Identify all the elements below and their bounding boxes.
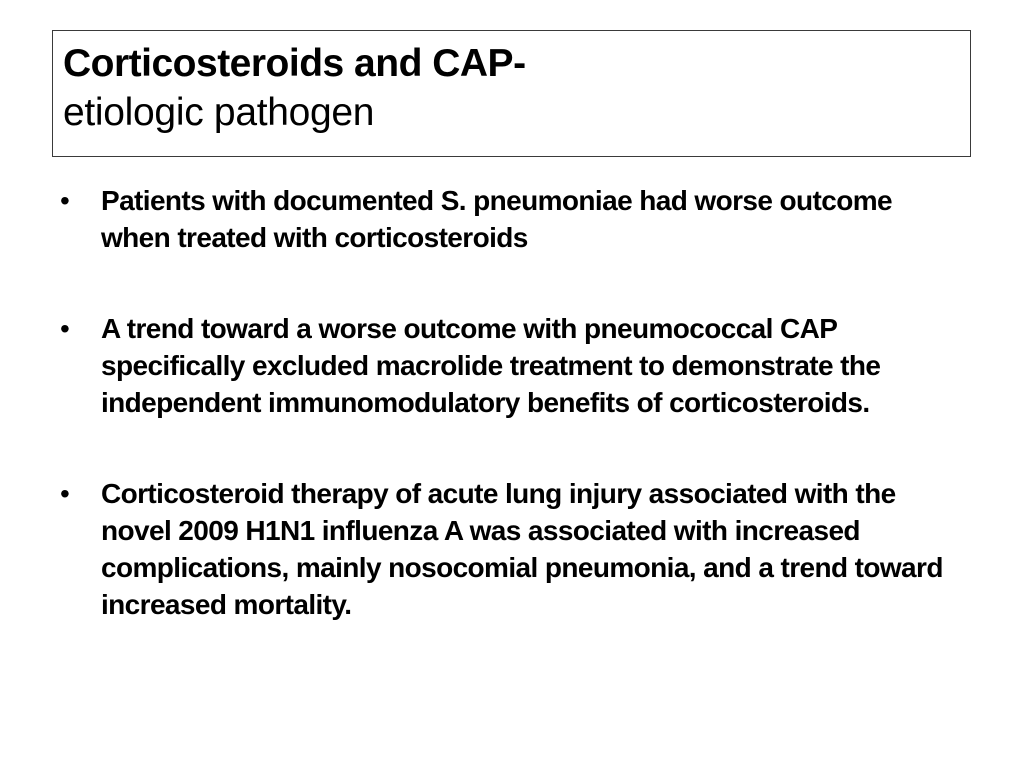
bullet-text: Patients with documented S. pneumoniae had worse outcome when treated with corticosteroids	[101, 185, 892, 253]
slide-title: Corticosteroids and CAP-	[63, 42, 526, 85]
bullet-item	[60, 182, 960, 256]
bullet-text: Corticosteroid therapy of acute lung injury associated with the novel 2009 H1N1 influenza A was associated with increased complications, mainly nosocomial pneumonia, and a trend toward increased mortality.	[101, 478, 943, 620]
bullet-text: A trend toward a worse outcome with pneumococcal CAP specifically excluded macrolide treatment to demonstrate the independent immunomodulatory benefits of corticosteroids.	[101, 313, 881, 418]
bullet-dot-icon: •	[60, 478, 70, 509]
bullet-item	[60, 310, 960, 421]
bullet-dot-icon: •	[60, 185, 70, 216]
slide-title-box	[52, 30, 971, 157]
slide-subtitle: etiologic pathogen	[63, 91, 375, 134]
bullet-item	[60, 475, 960, 623]
bullet-dot-icon: •	[60, 313, 70, 344]
bullet-list	[60, 182, 960, 623]
